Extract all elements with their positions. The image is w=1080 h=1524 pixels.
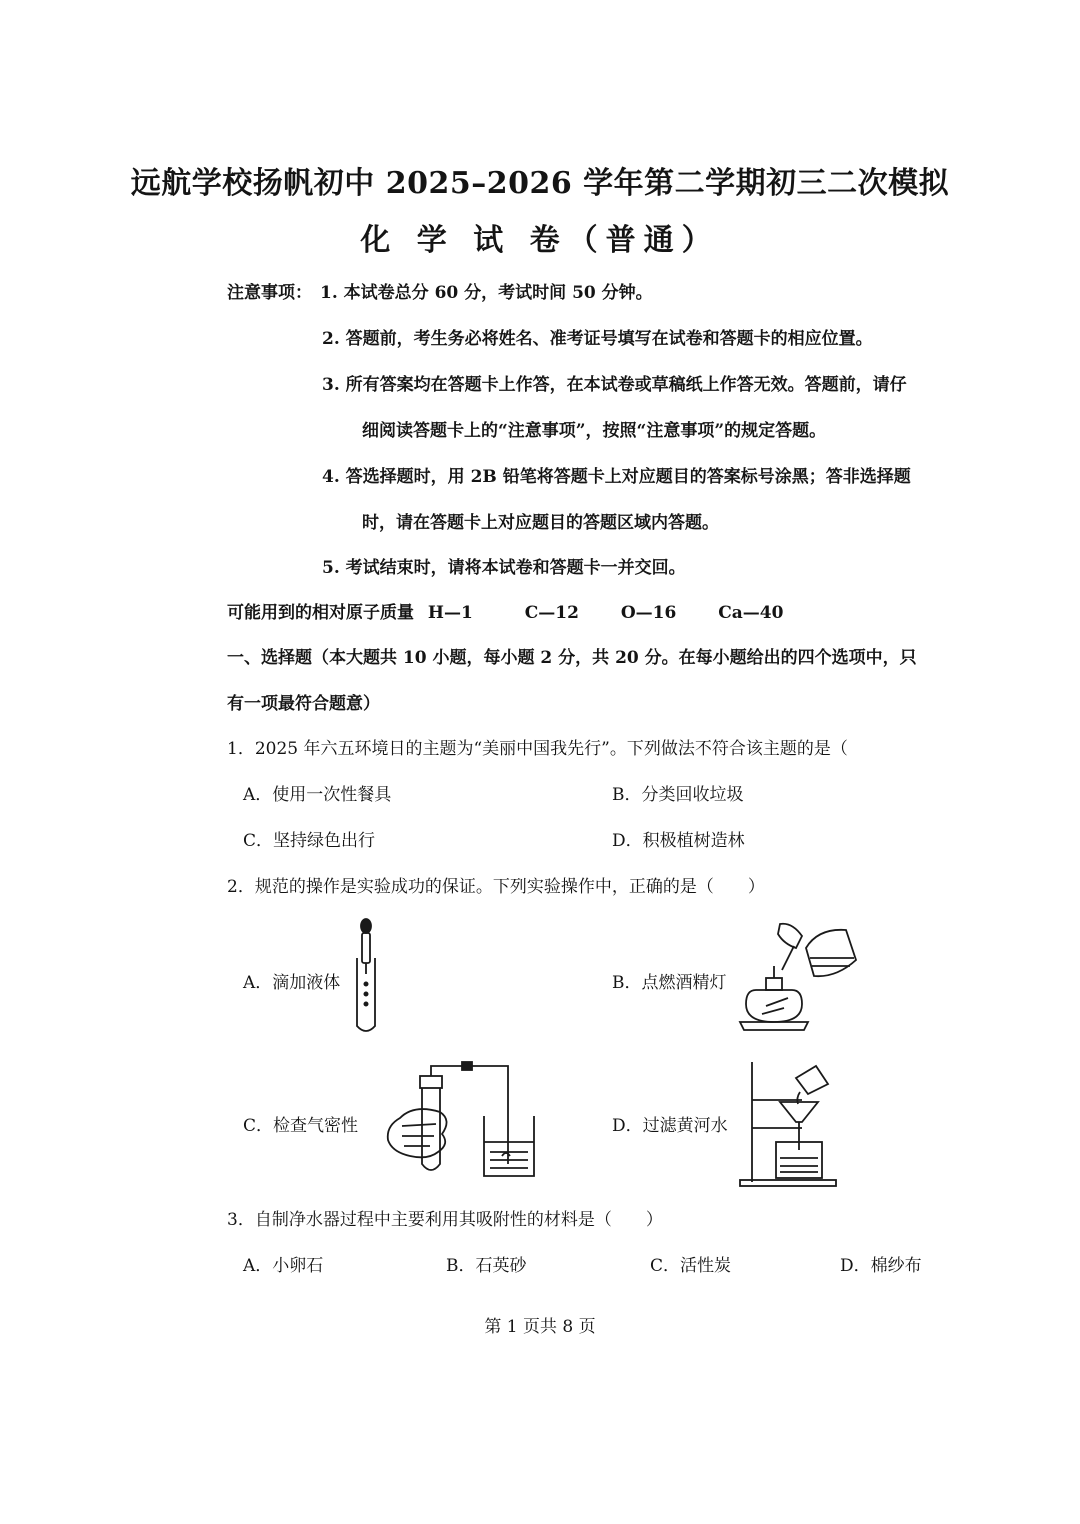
filtration-figure: [740, 1058, 840, 1188]
notice-item-4-cont: 时，请在答题卡上对应题目的答题区域内答题。: [362, 513, 719, 533]
q3-option-c: C．活性炭: [650, 1256, 732, 1276]
q3-option-b: B．石英砂: [446, 1256, 527, 1276]
question-3-stem: 3．自制净水器过程中主要利用其吸附性的材料是（ ）: [227, 1210, 663, 1230]
airtightness-figure: [380, 1060, 554, 1182]
q2-option-a: A．滴加液体: [243, 973, 341, 993]
section-heading-cont: 有一项最符合题意）: [227, 694, 380, 714]
notice-item-5: 5. 考试结束时，请将本试卷和答题卡一并交回。: [322, 558, 686, 578]
alcohol-lamp-figure: [736, 918, 862, 1036]
notice-item-4: 4. 答选择题时，用 2B 铅笔将答题卡上对应题目的答案标号涂黑；答非选择题: [322, 467, 911, 487]
atomic-mass-o: O—16: [620, 603, 677, 623]
q2-option-b: B．点燃酒精灯: [612, 973, 727, 993]
question-1-stem: 1．2025 年六五环境日的主题为“美丽中国我先行”。下列做法不符合该主题的是（: [227, 739, 848, 759]
q3-option-d: D．棉纱布: [840, 1256, 922, 1276]
q1-option-d: D．积极植树造林: [612, 831, 745, 851]
notice-label: 注意事项：: [227, 283, 312, 303]
q2-option-d: D．过滤黄河水: [612, 1116, 728, 1136]
atomic-mass-ca: Ca—40: [718, 603, 784, 623]
atomic-mass-h: H—1: [427, 603, 473, 623]
q1-option-b: B．分类回收垃圾: [612, 785, 744, 805]
q1-option-a: A．使用一次性餐具: [243, 785, 392, 805]
q2-option-c: C．检查气密性: [243, 1116, 359, 1136]
q3-option-a: A．小卵石: [243, 1256, 324, 1276]
exam-title: 远航学校扬帆初中 2025–2026 学年第二学期初三二次模拟: [130, 166, 950, 201]
page-number: 第 1 页共 8 页: [484, 1317, 596, 1337]
dropper-test-tube-figure: [348, 918, 384, 1036]
q1-option-c: C．坚持绿色出行: [243, 831, 376, 851]
notice-item-3-cont: 细阅读答题卡上的“注意事项”，按照“注意事项”的规定答题。: [362, 421, 827, 441]
atomic-masses-label: 可能用到的相对原子质量: [227, 603, 414, 623]
notice-item-1: 1. 本试卷总分 60 分，考试时间 50 分钟。: [320, 283, 653, 303]
question-2-stem: 2．规范的操作是实验成功的保证。下列实验操作中，正确的是（ ）: [227, 877, 765, 897]
section-heading: 一、选择题（本大题共 10 小题，每小题 2 分，共 20 分。在每小题给出的四个选项中，只: [227, 648, 917, 668]
notice-item-3: 3. 所有答案均在答题卡上作答，在本试卷或草稿纸上作答无效。答题前，请仔: [322, 375, 907, 395]
atomic-masses: [227, 598, 783, 623]
atomic-mass-c: C—12: [524, 603, 579, 623]
exam-subtitle: 化 学 试 卷（普通）: [360, 223, 720, 258]
notice-item-2: 2. 答题前，考生务必将姓名、准考证号填写在试卷和答题卡的相应位置。: [322, 329, 873, 349]
